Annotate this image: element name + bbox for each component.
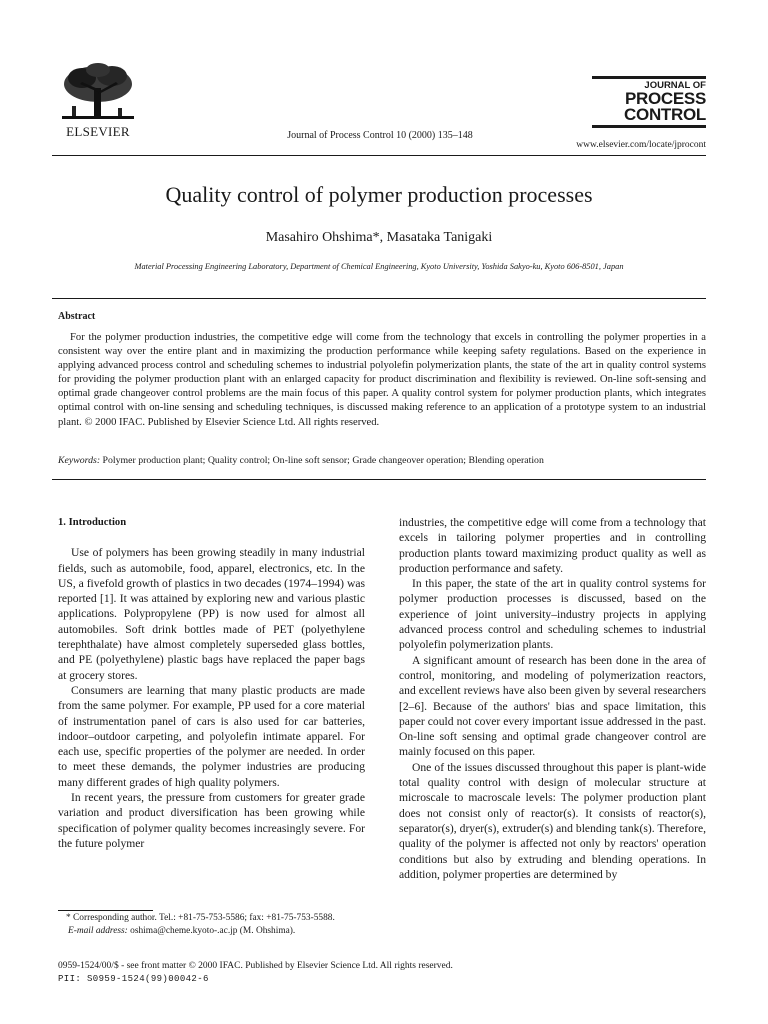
masthead-rule-bottom [592,125,706,128]
author-list: Masahiro Ohshima*, Masataka Tanigaki [265,230,493,245]
article-title: Quality control of polymer production processes [165,182,593,207]
section-heading: 1. Introduction [58,517,127,528]
keywords-label: Keywords: [58,455,101,466]
email-label: E-mail address: [68,926,128,937]
journal-citation: Journal of Process Control 10 (2000) 135–148 [287,130,473,141]
journal-masthead [592,76,706,128]
masthead-line-2: PROCESS [624,89,706,108]
email-note [58,925,365,938]
abstract-divider-top [52,298,706,299]
paragraph: In recent years, the pressure from customers for greater grade variation and product diversification has been growing while specification of polymer quality becomes increasingly severe. For the future polymer [58,791,365,850]
body-column-right [399,515,706,882]
abstract-divider-bottom [52,479,706,480]
paragraph: A significant amount of research has been done in the area of control, monitoring, and modeling of polymerization reactors, and excellent reviews have also been given by several researchers [2–6]. Because of the authors' bias and space limitation, this paper could not cover every important issue addressed in the past. On-line soft sensing and optimal grade changeover control are mainly focused on this paper. [399,653,706,759]
paragraph: In this paper, the state of the art in quality control systems for polymer production processes is discussed, based on the experience of joint university–industry projects in applying advanced process control and scheduling schemes to industrial polyolefin polymerization plants. [399,577,706,652]
body-column-left [58,515,365,851]
corresponding-author-note: * Corresponding author. Tel.: +81-75-753-5586; fax: +81-75-753-5588. [66,913,335,923]
copyright-line: 0959-1524/00/$ - see front matter © 2000 IFAC. Published by Elsevier Science Ltd. All rights reserved. [58,961,453,971]
abstract-heading: Abstract [58,311,96,322]
journal-url-link[interactable]: www.elsevier.com/locate/jprocont [576,140,706,150]
footnotes [58,912,365,938]
author-affiliation: Material Processing Engineering Laboratory, Department of Chemical Engineering, Kyoto University, Yoshida Sakyo-ku, Kyoto 606-8501, Japan [134,262,624,271]
email-address-link[interactable]: oshima@cheme.kyoto-.ac.jp (M. Ohshima). [130,926,296,937]
masthead-rule-top [592,76,706,79]
header-divider [52,155,706,156]
paragraph: One of the issues discussed throughout this paper is plant-wide total quality control with design of molecular structure at microscale to macroscale levels: The polymer production plant does not consist only of reactor(s). It consists of reactor(s), separator(s), dryer(s), extruder(s) and blending tank(s). Therefore, quality of the polymer is affected not only by reactors' operation conditions but also by extruding and blending operations. In addition, polymer properties are determined by [399,760,706,881]
footnote-divider [58,910,153,911]
publisher-name: ELSEVIER [66,124,130,139]
front-matter [58,960,706,986]
keywords-line [58,454,706,467]
masthead-line-3: CONTROL [624,105,706,124]
keywords-list: Polymer production plant; Quality control; On-line soft sensor; Grade changeover operation; Blending operation [102,455,544,466]
masthead-line-1: JOURNAL OF [644,80,706,91]
abstract-text: For the polymer production industries, the competitive edge will come from the technology that excels in controlling the polymer properties in a consistent way over the entire plant and in maximizing the production performance while keeping safety regulations. Based on the experience in applying advanced process control and scheduling schemes to industrial polyolefin polymerization plants, the state of the art in quality control systems for providing the polymer production plant with an enlarged capacity for product discrimination and flexibility is reviewed. On-line soft-sensing and optimal grade changeover control problems are the main focus of this paper. A quality control system for polymer production plants, which integrates optimal control with on-line sensing and scheduling techniques, is discussed making reference to an application of a prototype system to an industrial plant. © 2000 IFAC. Published by Elsevier Science Ltd. All rights reserved. [58,332,706,428]
pii-line: PII: S0959-1524(99)00042-6 [58,974,209,984]
paragraph: industries, the competitive edge will come from a technology that excels in tailoring polymer properties and in controlling production plants toward maximizing product quality as well as production performance and safety. [399,516,706,575]
paragraph: Use of polymers has been growing steadily in many industrial fields, such as automobile, food, apparel, electronics, etc. In the US, a fivefold growth of plastics in two decades (1974–1994) was reported [1]. It was attained by exploring new and various plastic applications. Polypropylene (PP) is now used for almost all automobiles. Soft drink bottles made of PET (polyethylene terephthalate) have almost completely superseded glass bottles, and PE (polyethylene) plastic bags have replaced the paper bags at grocery stores. [58,546,365,682]
paragraph: Consumers are learning that many plastic products are made from the same polymer. For example, PP used for a core material of instrumentation panel of cars is also used for car batteries, indoor–outdoor carpeting, and polyolefin intimate apparel. For each use, specific properties of the polymer are needed. In order to meet these demands, the polymer industries are producing many different grades of high quality polymers. [58,683,365,789]
